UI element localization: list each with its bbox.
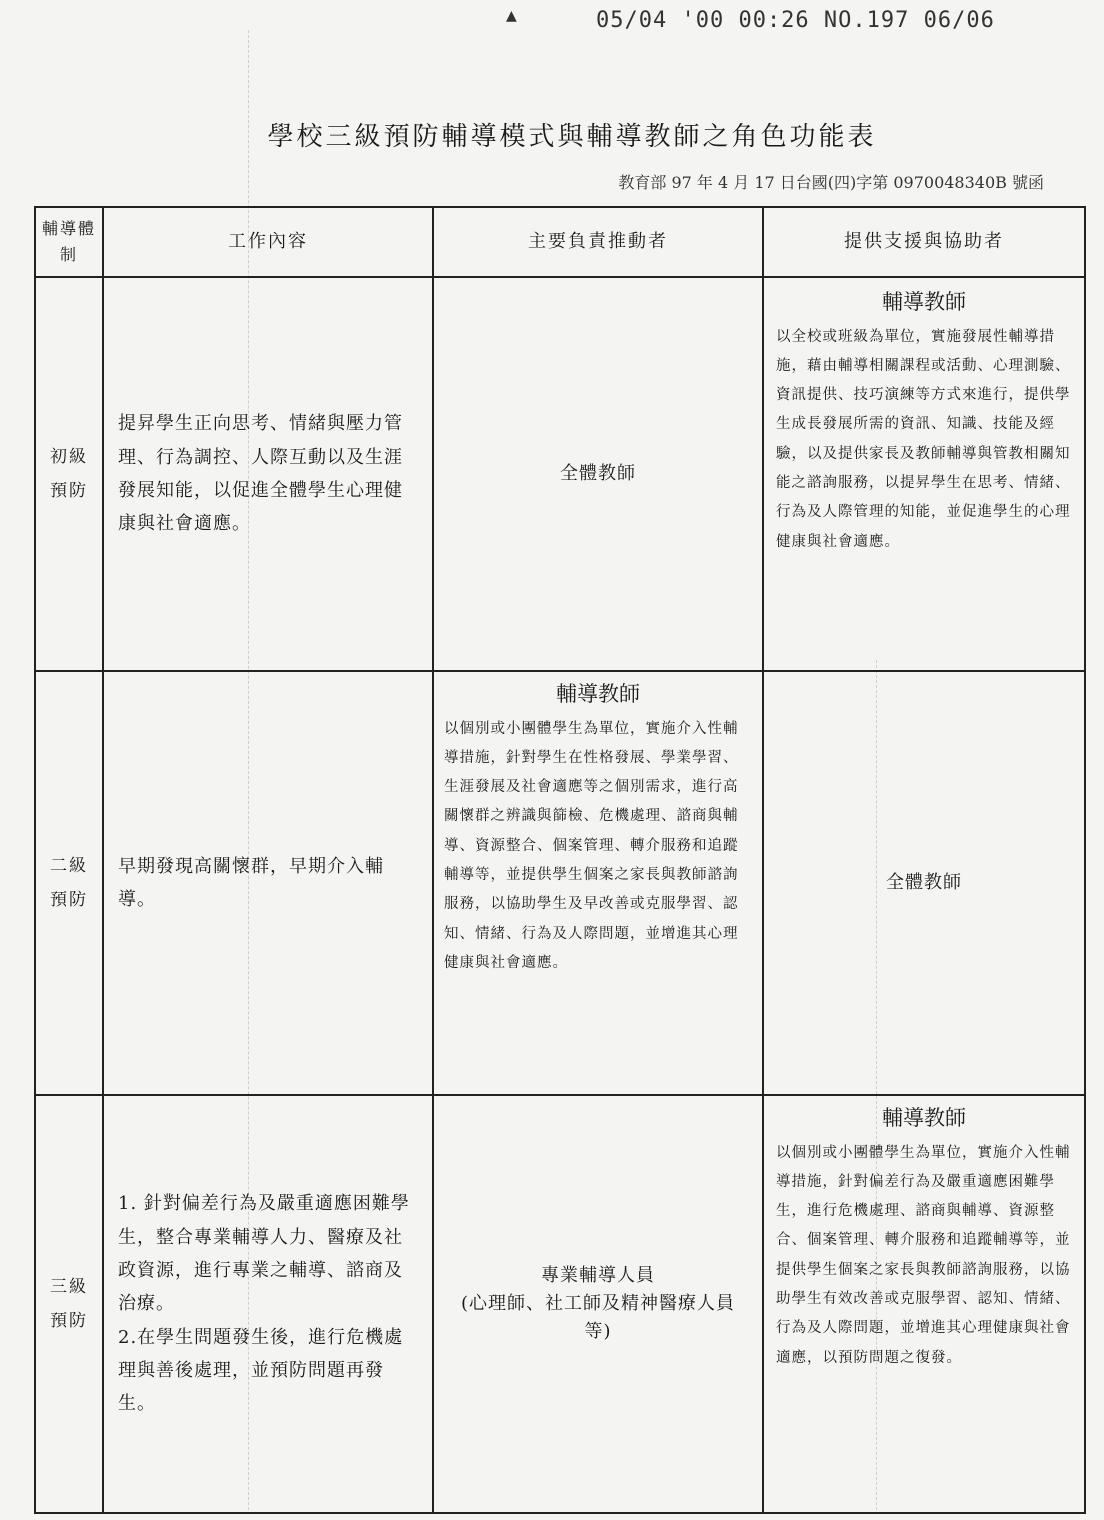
work-item: 1. 針對偏差行為及嚴重適應困難學生，整合專業輔導人力、醫療及社政資源，進行專業之輔導、諮商及治療。 (118, 1193, 410, 1315)
level-label: 二級預防 (35, 671, 103, 1095)
table-row (35, 1095, 1085, 1513)
primary-cell (433, 671, 763, 1095)
header-primary: 主要負責推動者 (433, 207, 763, 277)
primary-heading: 輔導教師 (556, 682, 640, 706)
header-work: 工作內容 (103, 207, 433, 277)
work-item: 2.在學生問題發生後，進行危機處理與善後處理，並預防問題再發生。 (118, 1326, 404, 1415)
support-helper: 全體教師 (763, 671, 1085, 1095)
table-header-row (35, 207, 1085, 277)
support-description: 以個別或小團體學生為單位，實施介入性輔導措施，針對偏差行為及嚴重適應困難學生，進行危機處理、諮商與輔導、資源整合、個案管理、轉介服務和追蹤輔導等，並提供學生個案之家長與教師諮詢服務，以協助學生有效改善或克服學習、認知、情緒、行為及人際問題，並增進其心理健康與社會適應，以預防問題之復發。 (776, 1144, 1071, 1366)
table-row (35, 277, 1085, 671)
support-description: 以全校或班級為單位，實施發展性輔導措施，藉由輔導相關課程或活動、心理測驗、資訊提供、技巧演練等方式來進行，提供學生成長發展所需的資訊、知識、技能及經驗，以及提供家長及教師輔導與管教相關知能之諮詢服務，以提昇學生在思考、情緒、行為及人際管理的知能，並促進學生的心理健康與社會適應。 (776, 328, 1071, 550)
level-label: 三級預防 (35, 1095, 103, 1513)
table-row (35, 671, 1085, 1095)
work-content: 早期發現高關懷群，早期介入輔導。 (103, 671, 433, 1095)
work-content (103, 1095, 433, 1513)
reference-line: 教育部 97 年 4 月 17 日台國(四)字第 0970048340B 號函 (618, 173, 1044, 192)
support-cell (763, 1095, 1085, 1513)
primary-cell (433, 1095, 763, 1513)
support-heading: 輔導教師 (882, 1106, 966, 1130)
header-support: 提供支援與協助者 (763, 207, 1085, 277)
work-content: 提昇學生正向思考、情緒與壓力管理、行為調控、人際互動以及生涯發展知能，以促進全體學生心理健康與社會適應。 (103, 277, 433, 671)
level-label: 初級預防 (35, 277, 103, 671)
primary-description: 以個別或小團體學生為單位，實施介入性輔導措施，針對學生在性格發展、學業學習、生涯發展及社會適應等之個別需求，進行高關懷群之辨識與篩檢、危機處理、諮商與輔導、資源整合、個案管理、轉介服務和追蹤輔導等，並提供學生個案之家長與教師諮詢服務，以協助學生及早改善或克服學習、認知、情緒、行為及人際問題，並增進其心理健康與社會適應。 (444, 720, 739, 971)
fax-header: 05/04 '00 00:26 NO.197 06/06 (596, 8, 995, 33)
header-system: 輔導體制 (35, 207, 103, 277)
primary-promoter-detail: (心理師、社工師及精神醫療人員等) (460, 1293, 736, 1342)
support-cell (763, 277, 1085, 671)
role-function-table (34, 206, 1086, 1514)
fax-mark: ▲ (506, 8, 517, 24)
support-heading: 輔導教師 (882, 290, 966, 314)
primary-promoter: 全體教師 (433, 277, 763, 671)
document-title: 學校三級預防輔導模式與輔導教師之角色功能表 (267, 122, 877, 152)
primary-promoter: 專業輔導人員 (541, 1265, 655, 1287)
